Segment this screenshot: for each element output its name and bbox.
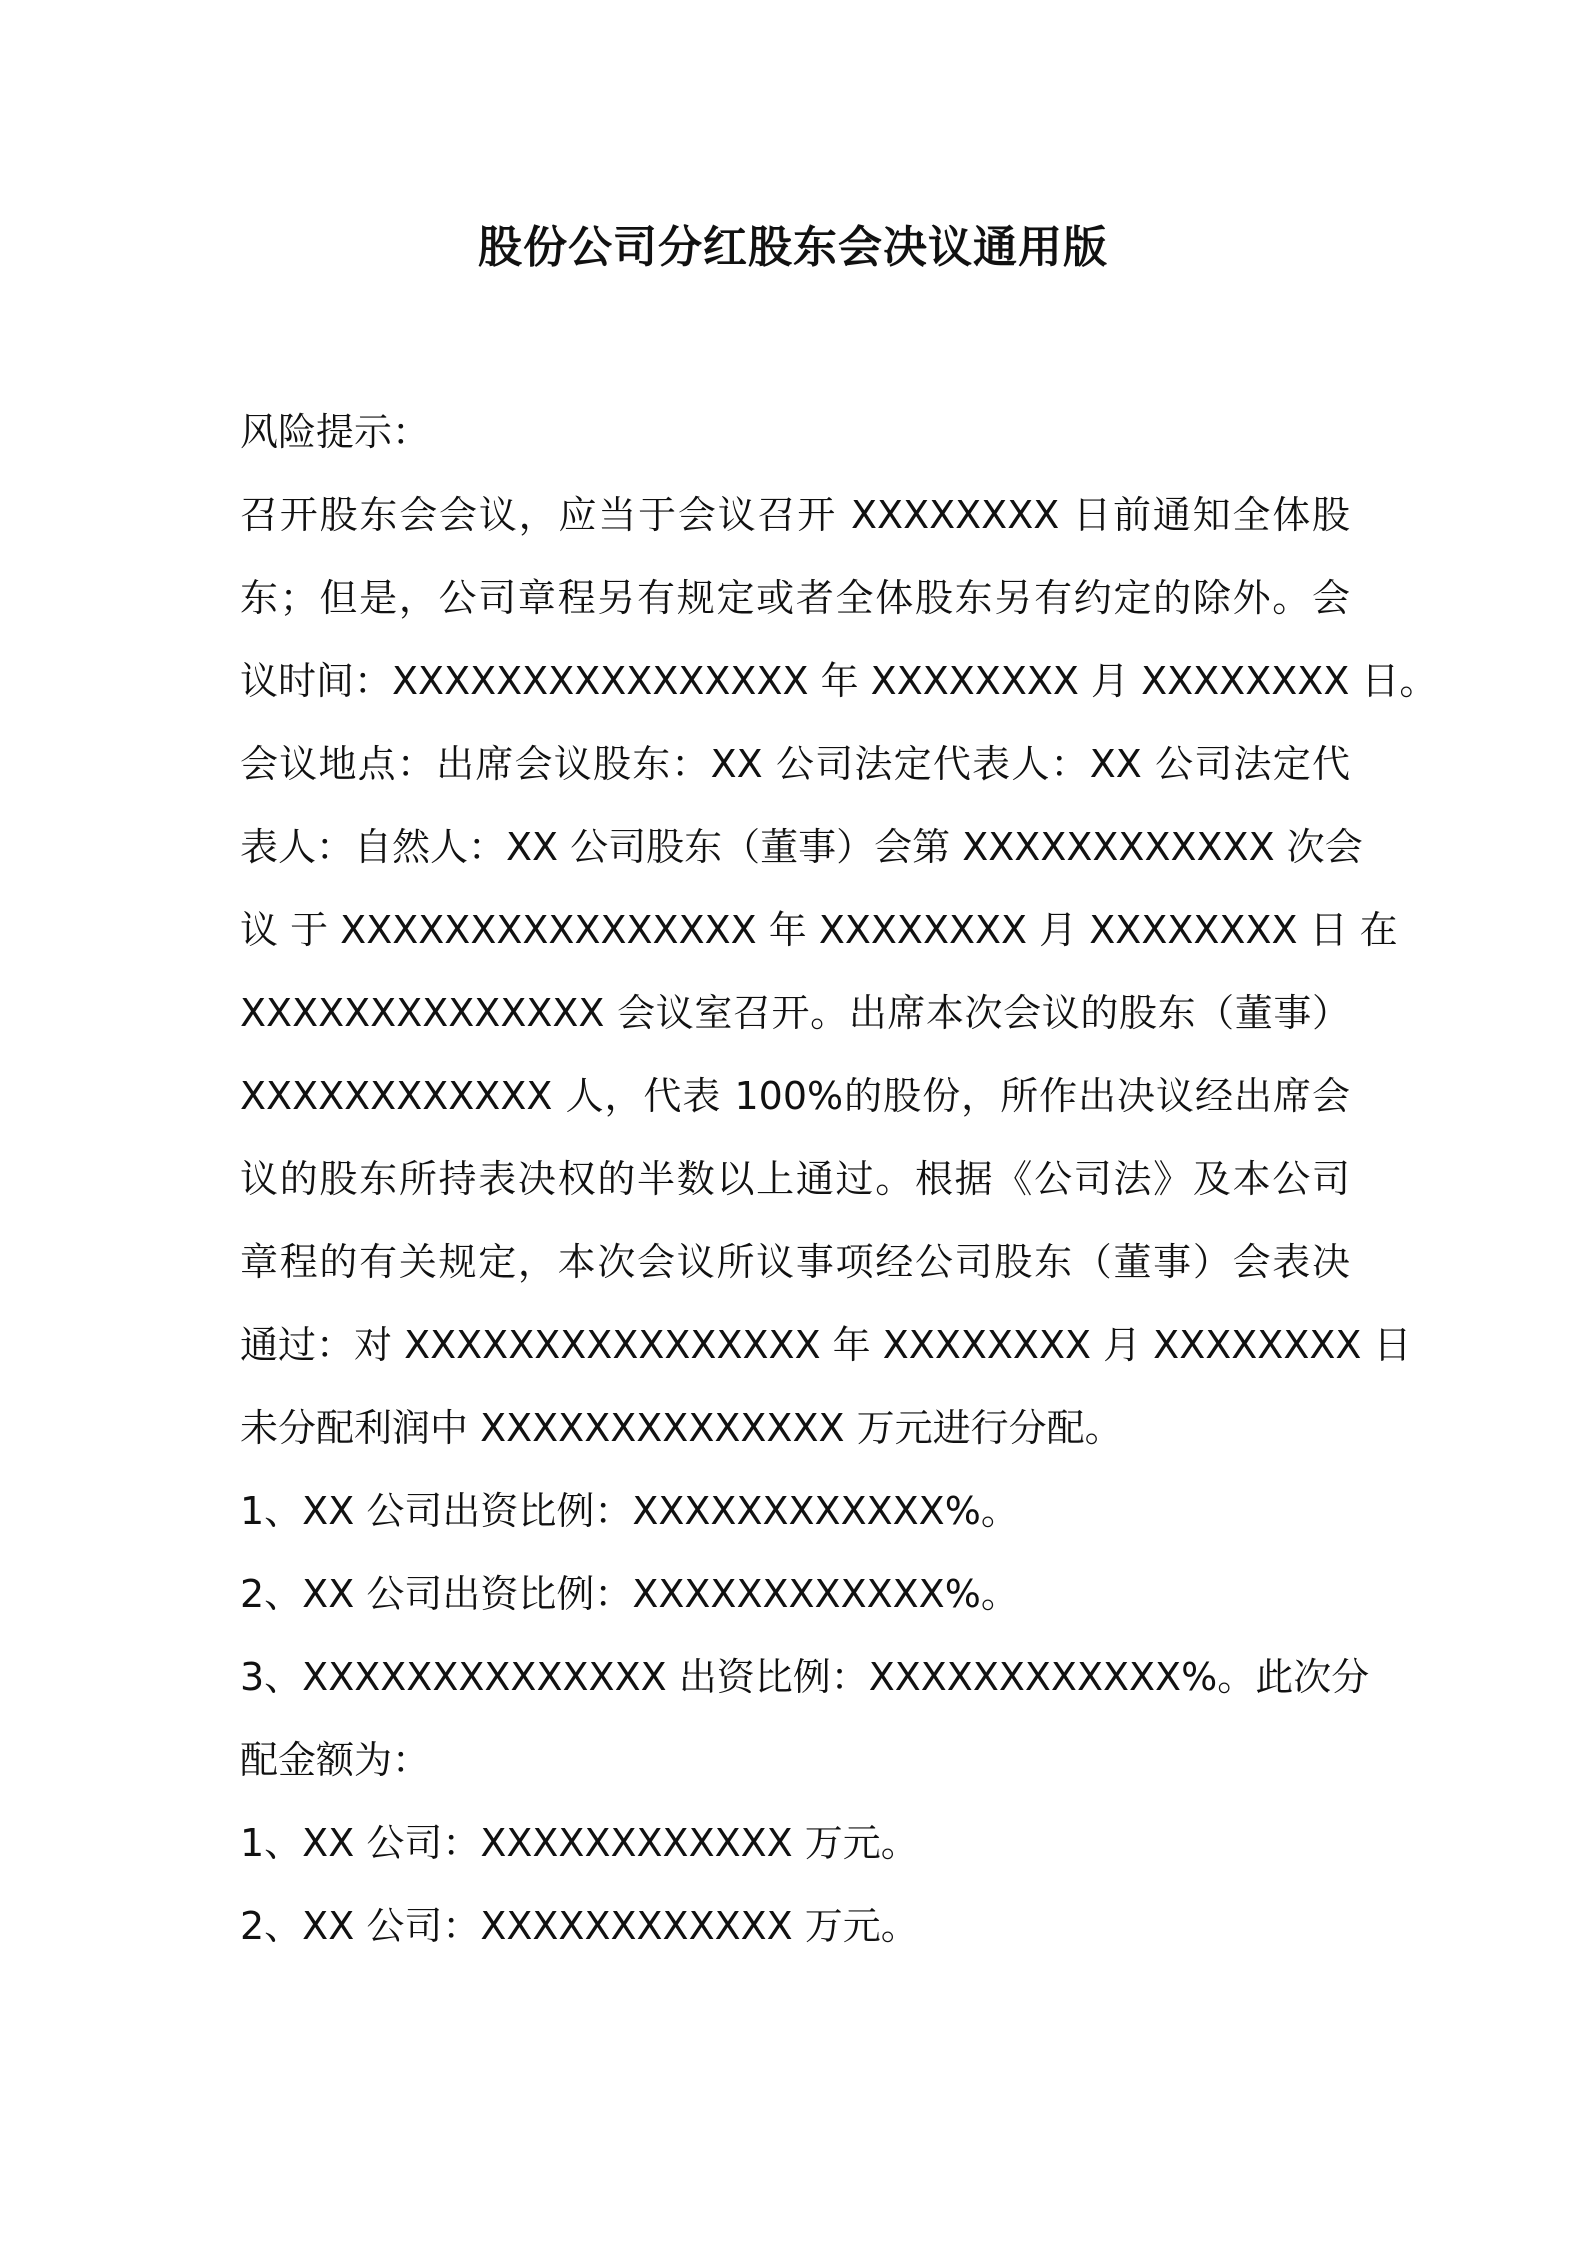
list-item: 2、XX 公司出资比例：XXXXXXXXXXXX%。	[240, 1572, 1019, 1616]
body-line: 议的股东所持表决权的半数以上通过。根据《公司法》及本公司	[240, 1157, 1350, 1201]
body-line: 通过：对 XXXXXXXXXXXXXXXX 年 XXXXXXXX 月 XXXXXXXX 日	[240, 1323, 1412, 1367]
list-item: 2、XX 公司：XXXXXXXXXXXX 万元。	[240, 1904, 919, 1948]
body-line: 召开股东会会议，应当于会议召开 XXXXXXXX 日前通知全体股	[240, 493, 1350, 537]
body-line: 章程的有关规定，本次会议所议事项经公司股东（董事）会表决	[240, 1240, 1350, 1284]
body-line: 议 于 XXXXXXXXXXXXXXXX 年 XXXXXXXX 月 XXXXXXXX 日 在	[240, 908, 1398, 952]
body-line: 表人：自然人：XX 公司股东（董事）会第 XXXXXXXXXXXX 次会	[240, 825, 1363, 869]
risk-heading: 风险提示：	[240, 410, 431, 454]
document-title: 股份公司分红股东会决议通用版	[478, 222, 1108, 273]
body-line: XXXXXXXXXXXXXX 会议室召开。出席本次会议的股东（董事）	[240, 991, 1350, 1035]
body-line: 会议地点：出席会议股东：XX 公司法定代表人：XX 公司法定代	[240, 742, 1350, 786]
body-line: 配金额为：	[240, 1738, 431, 1782]
list-item: 1、XX 公司：XXXXXXXXXXXX 万元。	[240, 1821, 919, 1865]
list-item: 3、XXXXXXXXXXXXXX 出资比例：XXXXXXXXXXXX%。此次分	[240, 1655, 1370, 1699]
list-item: 1、XX 公司出资比例：XXXXXXXXXXXX%。	[240, 1489, 1019, 1533]
body-line: 未分配利润中 XXXXXXXXXXXXXX 万元进行分配。	[240, 1406, 1123, 1450]
body-line: 东；但是，公司章程另有规定或者全体股东另有约定的除外。会	[240, 576, 1350, 620]
body-line: 议时间：XXXXXXXXXXXXXXXX 年 XXXXXXXX 月 XXXXXXXX 日。	[240, 659, 1438, 703]
body-line: XXXXXXXXXXXX 人，代表 100%的股份，所作出决议经出席会	[240, 1074, 1350, 1118]
